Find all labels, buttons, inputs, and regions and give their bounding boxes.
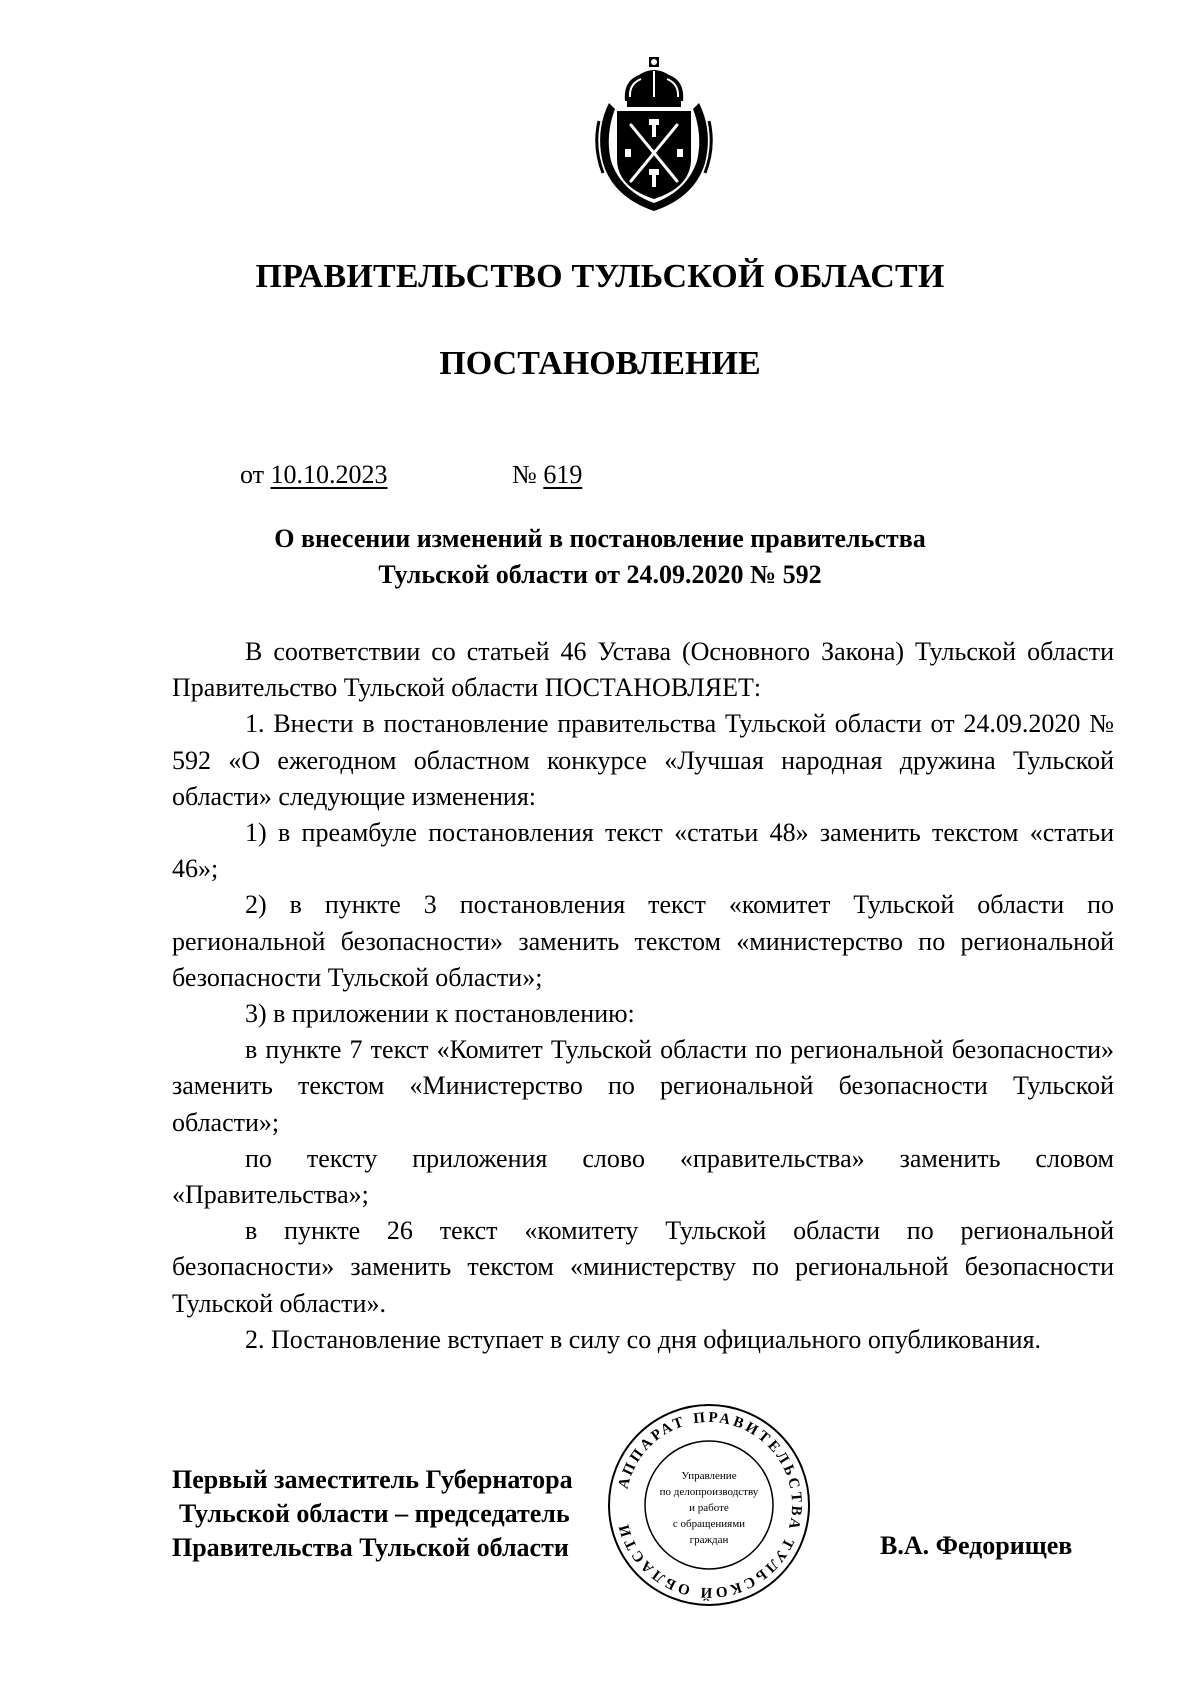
body-paragraph: 1) в преамбуле постановления текст «статьи 48» заменить текстом «статьи 46»;: [172, 818, 1114, 884]
body-paragraph: 1. Внести в постановление правительства Тульской области от 24.09.2020 № 592 «О ежегодном областном конкурсе «Лучшая народная дружина Тульской области» следующие изменения:: [172, 709, 1114, 811]
svg-text:Управление: Управление: [681, 1470, 737, 1482]
svg-text:граждан: граждан: [689, 1534, 729, 1546]
number-value: 619: [543, 460, 583, 489]
coat-of-arms-icon: [589, 51, 719, 216]
document-date: [240, 460, 388, 490]
body-paragraph: по тексту приложения слово «правительства» заменить словом «Правительства»;: [172, 1143, 1114, 1210]
document-body: [172, 634, 1114, 1358]
signer-name: В.А. Федорищев: [880, 1531, 1073, 1560]
body-paragraph: в пункте 26 текст «комитету Тульской области по региональной безопасности» заменить текстом «министерству по региональной безопасности Тульской области».: [172, 1216, 1114, 1318]
position-line: Тульской области – председатель: [179, 1499, 570, 1528]
svg-text:с обращениями: с обращениями: [672, 1518, 746, 1530]
svg-text:и работе: и работе: [689, 1502, 729, 1514]
position-line: Правительства Тульской области: [172, 1533, 569, 1562]
stamp-ring-text: АППАРАТ ПРАВИТЕЛЬСТВА ТУЛЬСКОЙ ОБЛАСТИ: [615, 1409, 805, 1601]
document-type: ПОСТАНОВЛЕНИЕ: [439, 345, 761, 382]
body-paragraph: 2. Постановление вступает в силу со дня официального опубликования.: [245, 1324, 1042, 1354]
stamp-center-text: [660, 1470, 759, 1546]
subject-line: Тульской области от 24.09.2020 № 592: [378, 560, 822, 589]
organization-title: ПРАВИТЕЛЬСТВО ТУЛЬСКОЙ ОБЛАСТИ: [255, 258, 945, 295]
date-prefix: от: [240, 460, 265, 489]
signature-position: [172, 1463, 573, 1565]
date-value: 10.10.2023: [270, 460, 388, 489]
position-line: Первый заместитель Губернатора: [172, 1465, 573, 1494]
subject-line: О внесении изменений в постановление правительства: [274, 524, 926, 553]
document-subject: [0, 521, 1200, 593]
official-stamp: [604, 1400, 814, 1610]
number-prefix: №: [512, 460, 537, 489]
document-number: [512, 460, 582, 490]
svg-text:по делопроизводству: по делопроизводству: [659, 1486, 759, 1498]
body-paragraph: В соответствии со статьей 46 Устава (Основного Закона) Тульской области Правительство Тульской области ПОСТАНОВЛЯЕТ:: [172, 637, 1114, 703]
body-paragraph: 2) в пункте 3 постановления текст «комитет Тульской области по региональной безопасности» заменить текстом «министерство по региональной безопасности Тульской области»;: [172, 890, 1114, 992]
body-paragraph: в пункте 7 текст «Комитет Тульской области по региональной безопасности» заменить текстом «Министерство по региональной безопасности Тульской области»;: [172, 1035, 1114, 1137]
body-paragraph: 3) в приложении к постановлению:: [245, 999, 635, 1029]
